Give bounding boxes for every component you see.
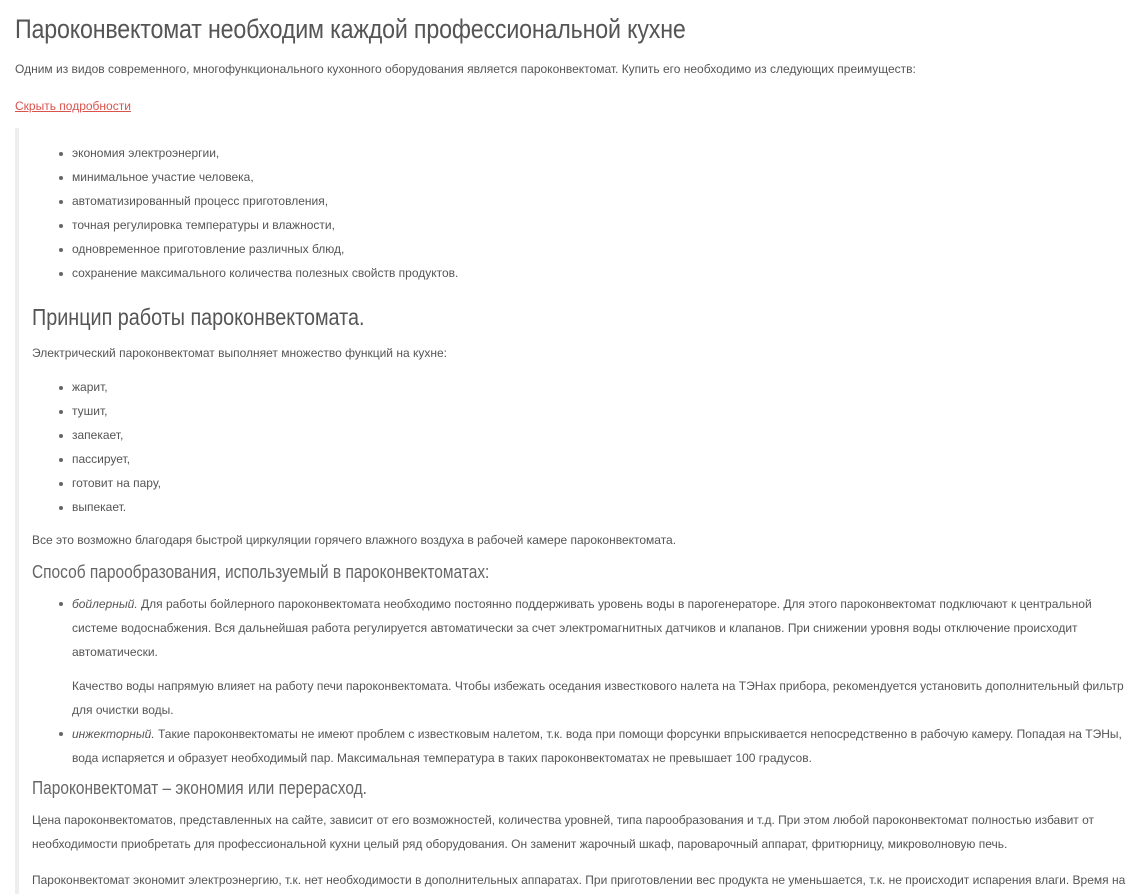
method-term: инжекторный. — [72, 727, 155, 741]
principle-conclusion: Все это возможно благодаря быстрой циркуляции горячего влажного воздуха в рабочей камере пароконвектомата. — [32, 533, 677, 547]
price-text: Цена пароконвектоматов, представленных на сайте, зависит от его возможностей, количества уровней, типа парообразования и т.д. При этом любой пароконвектомат полностью избавит от необходимости приобретать для профессиональной кухни целый ряд оборудования. Он заменит жарочный шкаф, пароварочный аппарат, фритюрницу, микроволновую печь. — [32, 813, 1095, 851]
advantages-list — [19, 141, 1139, 285]
method-description: Такие пароконвектоматы не имеют проблем с известковым налетом, т.к. вода при помощи форсунки впрыскивается непосредственно в рабочую камеру. Попадая на ТЭНы, вода испаряется и образует необходимый пар. Максимальная температура в таких пароконвектоматах не превышает 100 градусов. — [72, 727, 1122, 765]
page-title: Пароконвектомат необходим каждой профессиональной кухне — [15, 14, 686, 44]
list-item: автоматизированный процесс приготовления, — [19, 189, 1139, 213]
list-item: пассирует, — [19, 447, 1139, 471]
functions-list — [19, 375, 1139, 519]
list-item: выпекает. — [19, 495, 1139, 519]
steam-methods-list — [19, 592, 1139, 770]
list-item: минимальное участие человека, — [19, 165, 1139, 189]
principle-heading: Принцип работы пароконвектомата. — [32, 304, 365, 330]
hide-details-link[interactable]: Скрыть подробности — [15, 99, 131, 113]
list-item: экономия электроэнергии, — [19, 141, 1139, 165]
list-item: одновременное приготовление различных блюд, — [19, 237, 1139, 261]
steam-method-injector — [19, 722, 1139, 770]
list-item: тушит, — [19, 399, 1139, 423]
intro-text: Одним из видов современного, многофункционального кухонного оборудования является пароконвектомат. Купить его необходимо из следующих преимуществ: — [15, 62, 916, 76]
method-description: Для работы бойлерного пароконвектомата необходимо постоянно поддерживать уровень воды в парогенераторе. Для этого пароконвектомат подключают к центральной системе водоснабжения. Вся дальнейшая работа регулируется автоматически за счет электромагнитных датчиков и клапанов. При снижении уровня воды отключение происходит автоматически. — [72, 597, 1092, 659]
steam-method-boiler — [19, 592, 1139, 722]
details-panel — [15, 128, 1139, 894]
principle-text: Электрический пароконвектомат выполняет множество функций на кухне: — [32, 346, 447, 360]
saving-text: Пароконвектомат экономит электроэнергию, т.к. нет необходимости в дополнительных аппаратах. При приготовлении вес продукта не уменьшается, т.к. не происходит испарения влаги. Время на — [32, 873, 1126, 887]
list-item: сохранение максимального количества полезных свойств продуктов. — [19, 261, 1139, 285]
economy-heading: Пароконвектомат – экономия или перерасход. — [32, 778, 367, 798]
method-term: бойлерный. — [72, 597, 138, 611]
list-item: готовит на пару, — [19, 471, 1139, 495]
water-quality-note: Качество воды напрямую влияет на работу печи пароконвектомата. Чтобы избежать оседания известкового налета на ТЭНах прибора, рекомендуется установить дополнительный фильтр для очистки воды. — [72, 679, 1124, 717]
list-item: запекает, — [19, 423, 1139, 447]
list-item: точная регулировка температуры и влажности, — [19, 213, 1139, 237]
steam-heading: Способ парообразования, используемый в пароконвектоматах: — [32, 562, 490, 582]
list-item: жарит, — [19, 375, 1139, 399]
